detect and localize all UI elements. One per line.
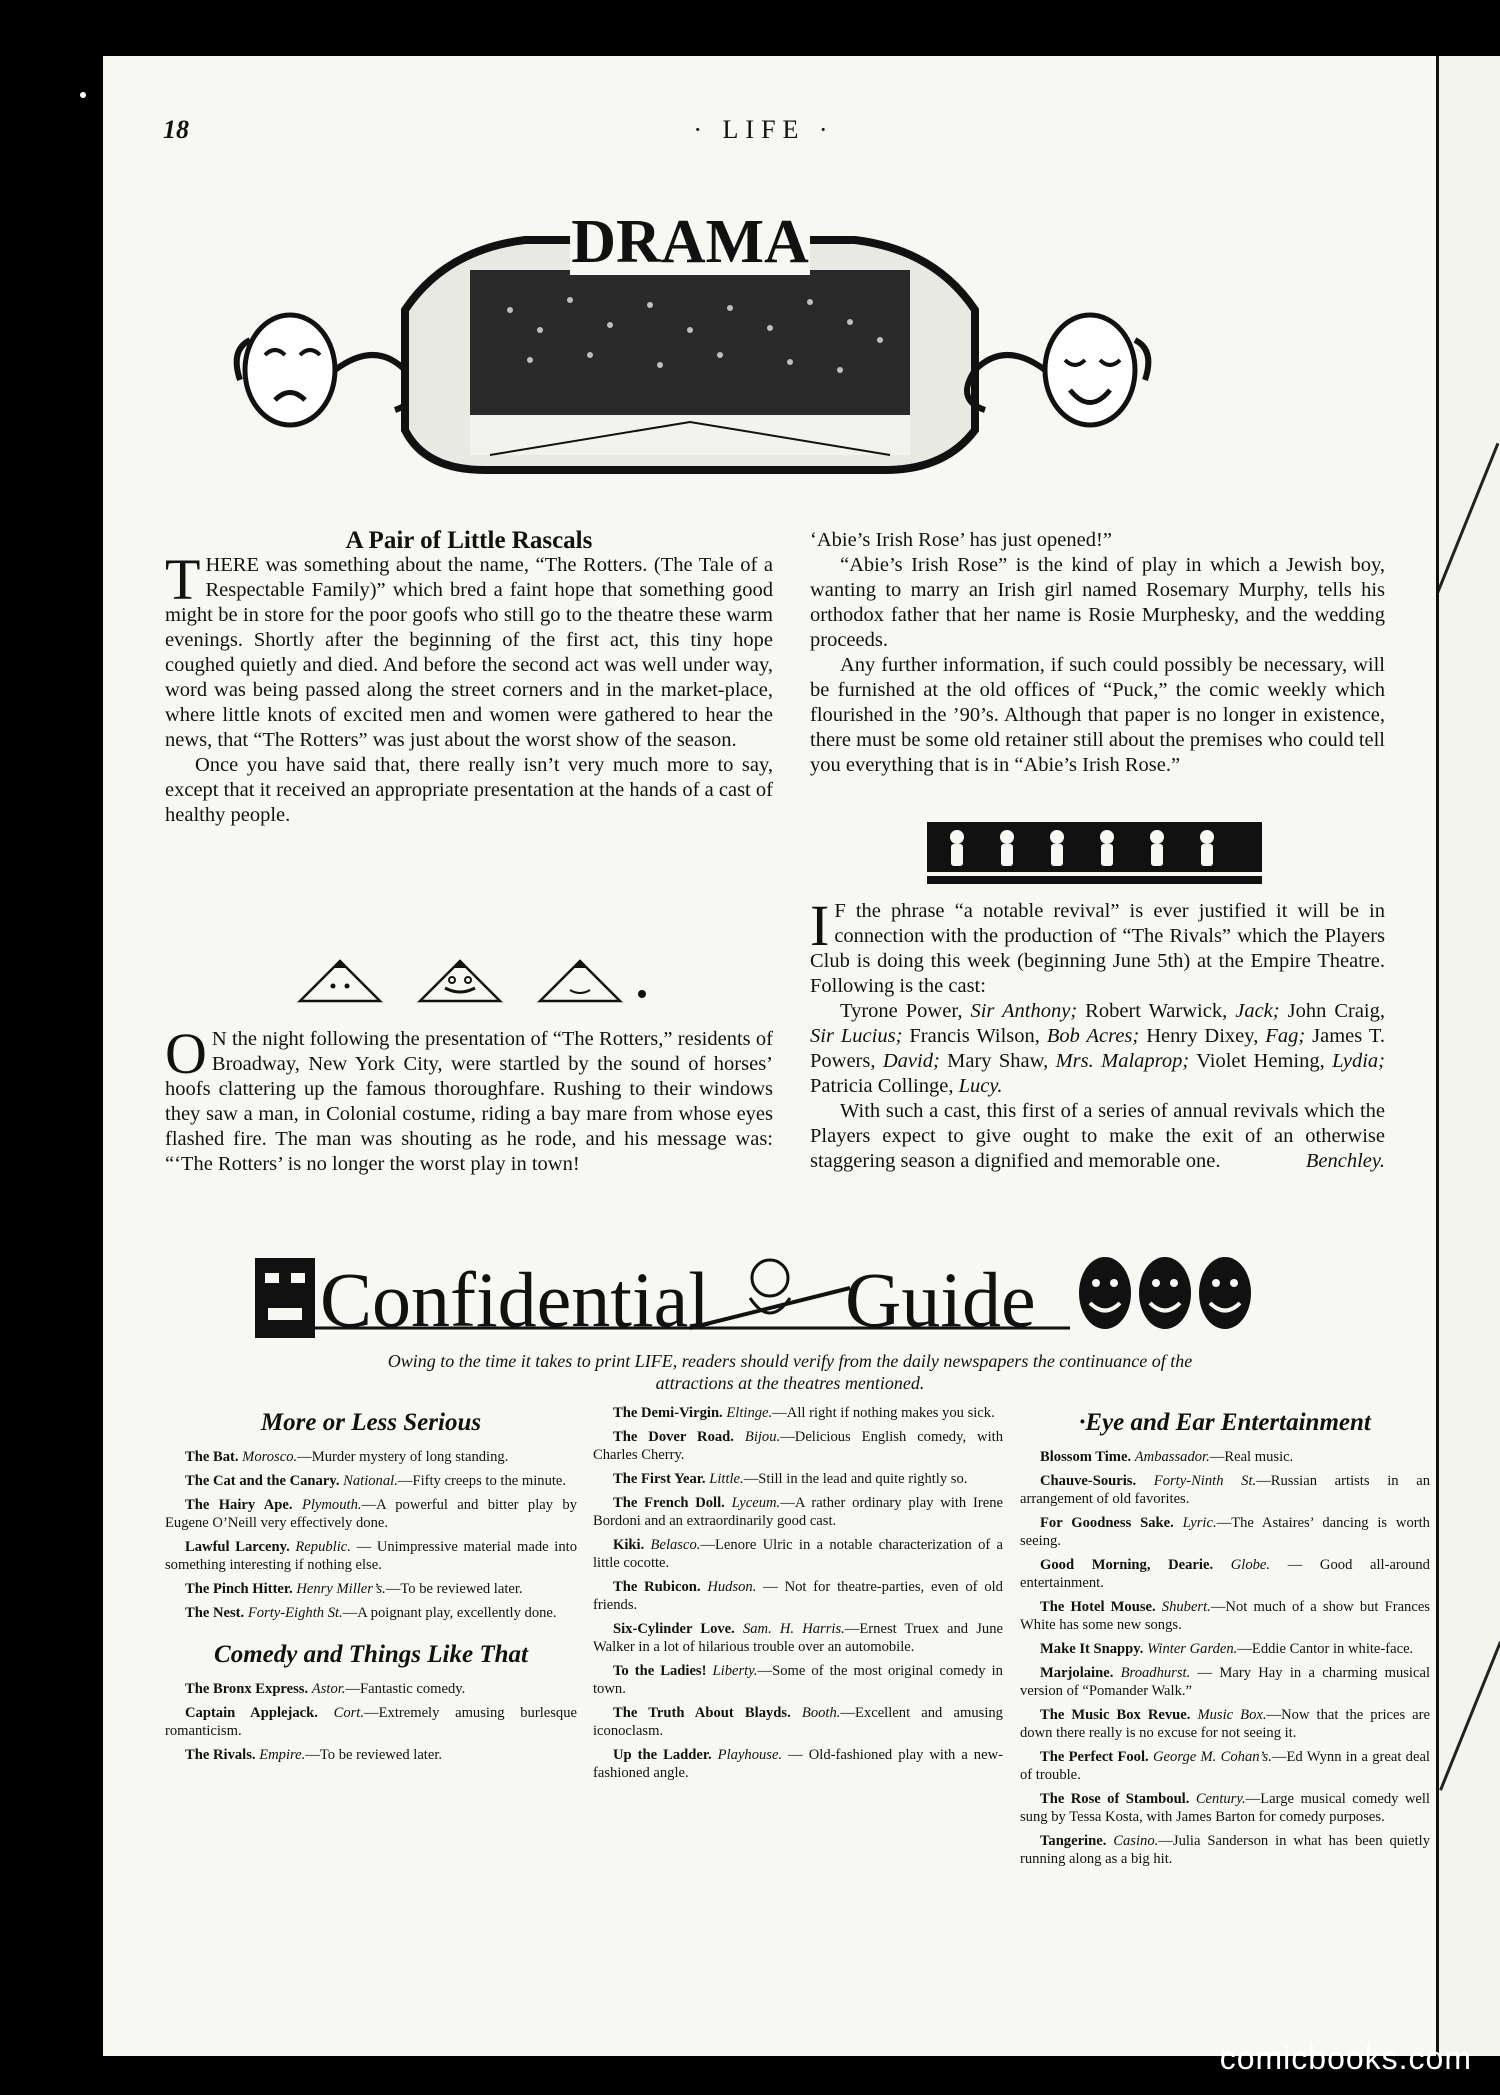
drop-cap: T (165, 547, 201, 612)
guide-entry: The First Year. Little.—Still in the lead and quite rightly so. (613, 1471, 968, 1487)
guide-entry: The Rose of Stamboul. Century.—Large musical comedy well sung by Tessa Kosta, with James Barton for comedy purposes. (1020, 1791, 1430, 1825)
guide-title-right: Guide (845, 1256, 1036, 1343)
guide-column-middle (593, 1404, 1003, 1788)
guide-note: Owing to the time it takes to print LIFE, readers should verify from the daily newspapers the continuance of the attractions at the theatres mentioned. (387, 1351, 1193, 1393)
guide-entry: Lawful Larceny. Republic. — Unimpressive material made into something interesting if nothing else. (165, 1539, 577, 1573)
watermark-text: comicbooks.com (1219, 2040, 1472, 2076)
article-paragraph: THERE was something about the name, “The Rotters. (The Tale of a Respectable Family)” which bred a faint hope that something good might be in store for the poor goofs who still go to the theatre these warm evenings. Shortly after the beginning of the first act, this tiny hope coughed quietly and died. And before the second act was well under way, word was being passed along the street corners and in the market-place, where little knots of excited men and women were gathered to hear the news, that “The Rotters” was just about the worst show of the season. (165, 547, 773, 751)
page-header (158, 110, 1370, 150)
guide-section-heading: More or Less Serious (260, 1409, 482, 1436)
cherub-icon (690, 1260, 850, 1328)
article-paragraph: ‘Abie’s Irish Rose’ has just opened!” (810, 529, 1112, 551)
guide-entry: The Dover Road. Bijou.—Delicious English comedy, with Charles Cherry. (593, 1429, 1003, 1463)
comedy-mask-icon (1045, 315, 1148, 425)
guide-entry: The Music Box Revue. Music Box.—Now that the prices are down there really is no excuse for not seeing it. (1020, 1707, 1430, 1741)
guide-entry: Up the Ladder. Playhouse. — Old-fashioned play with a new-fashioned angle. (593, 1747, 1003, 1781)
magazine-title: · LIFE · (693, 115, 835, 144)
banner-title: DRAMA (571, 208, 809, 276)
article-paragraph: O N the night following the presentation of “The Rotters,” residents of Broadway, New York City, were startled by the sound of horses’ hoofs clattering up the famous thoroughfare. Rushing to their windows they saw a man, in Colonial costume, riding a bay mare from whose eyes flashed fire. The man was shouting as he rode, and his message was: “‘The Rotters’ is no longer the worst play in town! (165, 1021, 773, 1175)
guide-entry: Chauve-Souris. Forty-Ninth St.—Russian artists in an arrangement of old favorites. (1020, 1473, 1431, 1507)
article-paragraph: Any further information, if such could possibly be necessary, will be furnished at the old offices of “Puck,” the comic weekly which flourished in the ’90’s. Although that paper is no longer in existence, there must be some old retainer still about the premises who could tell you everything that is in “Abie’s Irish Rose.” (810, 654, 1386, 776)
guide-entry: Six-Cylinder Love. Sam. H. Harris.—Ernest Truex and June Walker in a lot of hilarious trouble over an automobile. (593, 1621, 1003, 1655)
sketch-line (1436, 443, 1499, 630)
tragedy-mask-icon (237, 315, 335, 425)
guide-list (165, 1448, 577, 1622)
guide-entry: Kiki. Belasco.—Lenore Ulric in a notable characterization of a little cocotte. (593, 1537, 1004, 1571)
article-paragraph: I F the phrase “a notable revival” is ever justified it will be in connection with the production of “The Rivals” which the Players Club is doing this week (beginning June 5th) at the Empire Theatre. Following is the cast: (810, 893, 1385, 997)
guide-entry: The Perfect Fool. George M. Cohan’s.—Ed Wynn in a great deal of trouble. (1020, 1749, 1430, 1783)
article-right-column-lower (810, 893, 1385, 1174)
tiki-mask-icon (255, 1258, 315, 1338)
guide-entry: To the Ladies! Liberty.—Some of the most original comedy in town. (593, 1663, 1003, 1697)
article-paragraph: With such a cast, this first of a series of annual revivals which the Players expect to give ought to make the exit of an otherwise staggering season a dignified and memorable one. (810, 1100, 1385, 1172)
guide-entry: The French Doll. Lyceum.—A rather ordinary play with Irene Bordoni and an extraordinarily good cast. (593, 1495, 1003, 1529)
guide-entry: Captain Applejack. Cort.—Extremely amusing burlesque romanticism. (165, 1705, 577, 1739)
guide-entry: The Rubicon. Hudson. — Not for theatre-parties, even of old friends. (593, 1579, 1003, 1613)
author-byline: Benchley. (1305, 1150, 1385, 1172)
guide-entry: The Truth About Blayds. Booth.—Excellent and amusing iconoclasm. (593, 1705, 1003, 1739)
article-right-column (810, 528, 1385, 778)
guide-column-serious (165, 1408, 577, 1770)
guide-column-entertainment (1020, 1408, 1430, 1874)
article-paragraph: “Abie’s Irish Rose” is the kind of play in which a Jewish boy, wanting to marry an Irish girl named Rosemary Murphy, tells his orthodox father that her name is Rosie Murphesky, and the wedding proceeds. (810, 554, 1385, 651)
guide-entry: The Hotel Mouse. Shubert.—Not much of a show but Frances White has some new songs. (1020, 1599, 1430, 1633)
guide-list (593, 1404, 1003, 1782)
drama-banner-illustration (190, 190, 1190, 490)
triangle-faces-ornament (295, 956, 655, 1006)
drop-cap: O (165, 1021, 207, 1086)
scan-speck (80, 92, 86, 98)
cast-list: Tyrone Power, Sir Anthony; Robert Warwick, Jack; John Craig, Sir Lucius; Francis Wilson, Bob Acres; Henry Dixey, Fag; James T. Powers, David; Mary Shaw, Mrs. Malaprop; Violet Heming, Lydia; Patricia Collinge, Lucy. (810, 1000, 1385, 1097)
article-paragraph: Once you have said that, there really isn’t very much more to say, except that it received an appropriate presentation at the hands of a cast of healthy people. (165, 754, 773, 826)
guide-entry: Blossom Time. Ambassador.—Real music. (1040, 1449, 1294, 1465)
theatre-masks-icon (1079, 1257, 1251, 1329)
article-heading: A Pair of Little Rascals (345, 527, 593, 554)
guide-entry: Tangerine. Casino.—Julia Sanderson in what has been quietly running along as a big hit. (1020, 1833, 1430, 1867)
adjacent-page-edge (1436, 56, 1500, 2056)
guide-entry: The Rivals. Empire.—To be reviewed later. (185, 1747, 443, 1763)
guide-entry: The Demi-Virgin. Eltinge.—All right if nothing makes you sick. (613, 1405, 995, 1421)
guide-title-left: Confidential (320, 1256, 710, 1343)
guide-entry: The Hairy Ape. Plymouth.—A powerful and bitter play by Eugene O’Neill very effectively done. (165, 1497, 578, 1531)
guide-entry: The Pinch Hitter. Henry Miller’s.—To be reviewed later. (185, 1581, 523, 1597)
guide-entry: Marjolaine. Broadhurst. — Mary Hay in a charming musical version of “Pomander Walk.” (1020, 1665, 1430, 1699)
guide-entry: The Bronx Express. Astor.—Fantastic comedy. (185, 1681, 466, 1697)
stage-frame (405, 205, 975, 470)
guide-entry: The Bat. Morosco.—Murder mystery of long standing. (185, 1449, 509, 1465)
article-left-column (165, 528, 773, 828)
guide-section-heading: Comedy and Things Like That (214, 1641, 528, 1668)
guide-entry: Good Morning, Dearie. Globe. — Good all-around entertainment. (1020, 1557, 1430, 1591)
guide-list (1020, 1448, 1430, 1868)
drop-cap: I (810, 893, 830, 958)
page-number: 18 (163, 115, 189, 144)
guide-entry: The Cat and the Canary. National.—Fifty creeps to the minute. (185, 1473, 567, 1489)
guide-entry: The Nest. Forty-Eighth St.—A poignant play, excellently done. (185, 1605, 557, 1621)
guide-section-heading: ·Eye and Ear Entertainment (1079, 1409, 1371, 1436)
guide-entry: For Goodness Sake. Lyric.—The Astaires’ dancing is worth seeing. (1020, 1515, 1430, 1549)
article-left-column-lower (165, 1021, 773, 1177)
guide-list (165, 1680, 577, 1764)
dancers-frieze-ornament (927, 822, 1262, 884)
sketch-line (1439, 1641, 1500, 1790)
confidential-guide-title (250, 1238, 1290, 1358)
guide-entry: Make It Snappy. Winter Garden.—Eddie Cantor in white-face. (1040, 1641, 1414, 1657)
